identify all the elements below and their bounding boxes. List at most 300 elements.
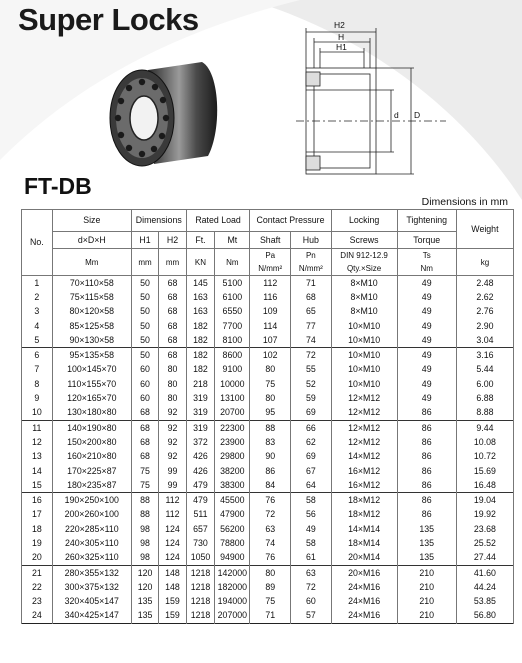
table-cell: 18×M14 — [331, 536, 397, 550]
table-row — [22, 276, 514, 291]
pa-label: Pa — [265, 251, 276, 260]
table-cell: 69 — [291, 406, 332, 421]
table-cell: 12×M12 — [331, 391, 397, 405]
table-cell: 80 — [250, 565, 291, 580]
table-cell: 207000 — [215, 609, 250, 624]
table-cell: 159 — [159, 595, 186, 609]
table-cell: 61 — [291, 551, 332, 566]
table-cell: 8600 — [215, 348, 250, 363]
table-cell: 319 — [186, 420, 215, 435]
table-cell: 210 — [397, 595, 456, 609]
table-cell: 68 — [131, 420, 158, 435]
table-cell: 49 — [397, 333, 456, 348]
table-cell: 95 — [250, 406, 291, 421]
label-D: D — [414, 110, 421, 120]
row-group — [22, 348, 514, 420]
table-cell: 182000 — [215, 580, 250, 594]
series-title: FT-DB — [24, 173, 92, 199]
table-cell: 5.44 — [456, 363, 513, 377]
table-cell: 160×210×80 — [52, 450, 131, 464]
table-cell: 102 — [250, 348, 291, 363]
table-row — [22, 565, 514, 580]
table-cell: 86 — [397, 406, 456, 421]
table-cell: 142000 — [215, 565, 250, 580]
table-cell: 6 — [22, 348, 53, 363]
table-cell: 10×M10 — [331, 348, 397, 363]
table-cell: 22300 — [215, 420, 250, 435]
table-cell: 63 — [250, 522, 291, 536]
table-cell: 71 — [250, 609, 291, 624]
table-cell: 6.00 — [456, 377, 513, 391]
table-cell: 49 — [397, 377, 456, 391]
table-cell: 10×M10 — [331, 363, 397, 377]
table-cell: 83 — [250, 435, 291, 449]
table-cell: 68 — [131, 450, 158, 464]
table-cell: 10×M10 — [331, 377, 397, 391]
table-row — [22, 363, 514, 377]
ts-label: Ts — [422, 251, 431, 260]
table-cell: 95×135×58 — [52, 348, 131, 363]
table-row — [22, 580, 514, 594]
table-cell: 50 — [131, 348, 158, 363]
table-cell: 59 — [291, 391, 332, 405]
table-cell: 52 — [291, 377, 332, 391]
table-cell: 64 — [291, 478, 332, 493]
table-cell: 124 — [159, 522, 186, 536]
table-cell: 90 — [250, 450, 291, 464]
table-cell: 657 — [186, 522, 215, 536]
table-cell: 15.69 — [456, 464, 513, 478]
table-cell: 426 — [186, 450, 215, 464]
table-cell: 12×M12 — [331, 420, 397, 435]
table-row — [22, 420, 514, 435]
table-cell: 85×125×58 — [52, 319, 131, 333]
table-cell: 77 — [291, 319, 332, 333]
table-cell: 13100 — [215, 391, 250, 405]
table-cell: 3.04 — [456, 333, 513, 348]
table-cell: 120 — [131, 580, 158, 594]
table-cell: 84 — [250, 478, 291, 493]
page-title: Super Locks — [18, 2, 199, 37]
table-cell: 80 — [159, 391, 186, 405]
table-cell: 10 — [22, 406, 53, 421]
table-cell: 98 — [131, 536, 158, 550]
table-row — [22, 609, 514, 624]
table-cell: 86 — [397, 435, 456, 449]
table-cell: 20 — [22, 551, 53, 566]
col-hub: Hub — [291, 232, 332, 249]
table-cell: 14 — [22, 464, 53, 478]
unit-kg: kg — [456, 249, 513, 276]
table-cell: 16.48 — [456, 478, 513, 493]
row-group — [22, 420, 514, 492]
col-weight: Weight — [456, 210, 513, 249]
table-row — [22, 493, 514, 508]
table-header — [22, 210, 514, 276]
table-cell: 10×M10 — [331, 319, 397, 333]
label-h2: H2 — [334, 20, 345, 30]
table-cell: 86 — [397, 420, 456, 435]
table-cell: 300×375×132 — [52, 580, 131, 594]
table-row — [22, 377, 514, 391]
unit-mt: Nm — [215, 249, 250, 276]
col-torque: Torque — [397, 232, 456, 249]
col-mt: Mt — [215, 232, 250, 249]
table-cell: 70×110×58 — [52, 276, 131, 291]
cross-section-drawing — [296, 12, 476, 182]
table-cell: 74 — [291, 333, 332, 348]
table-cell: 16×M12 — [331, 478, 397, 493]
unit-h2: mm — [159, 249, 186, 276]
table-cell: 80×120×58 — [52, 305, 131, 319]
table-cell: 21 — [22, 565, 53, 580]
table-row — [22, 464, 514, 478]
table-cell: 163 — [186, 290, 215, 304]
table-row — [22, 595, 514, 609]
table-cell: 110×155×70 — [52, 377, 131, 391]
table-cell: 67 — [291, 464, 332, 478]
table-cell: 68 — [159, 333, 186, 348]
table-cell: 99 — [159, 464, 186, 478]
table-cell: 114 — [250, 319, 291, 333]
table-cell: 76 — [250, 493, 291, 508]
unit-h1: mm — [131, 249, 158, 276]
table-cell: 150×200×80 — [52, 435, 131, 449]
table-cell: 68 — [159, 305, 186, 319]
col-din — [331, 249, 397, 276]
table-cell: 220×285×110 — [52, 522, 131, 536]
table-cell: 8×M10 — [331, 276, 397, 291]
col-contact-pressure: Contact Pressure — [250, 210, 331, 232]
table-row — [22, 305, 514, 319]
table-cell: 68 — [291, 290, 332, 304]
table-cell: 319 — [186, 391, 215, 405]
table-cell: 27.44 — [456, 551, 513, 566]
table-cell: 12×M12 — [331, 406, 397, 421]
table-cell: 6550 — [215, 305, 250, 319]
row-group — [22, 493, 514, 565]
table-cell: 3 — [22, 305, 53, 319]
col-locking: Locking — [331, 210, 397, 232]
table-cell: 7 — [22, 363, 53, 377]
table-cell: 98 — [131, 551, 158, 566]
table-cell: 148 — [159, 580, 186, 594]
table-cell: 63 — [291, 565, 332, 580]
table-cell: 479 — [186, 493, 215, 508]
table-cell: 319 — [186, 406, 215, 421]
table-cell: 88 — [131, 508, 158, 522]
table-cell: 4 — [22, 319, 53, 333]
table-cell: 182 — [186, 319, 215, 333]
table-cell: 29800 — [215, 450, 250, 464]
table-cell: 58 — [291, 536, 332, 550]
table-cell: 109 — [250, 305, 291, 319]
table-cell: 2.90 — [456, 319, 513, 333]
table-cell: 2.48 — [456, 276, 513, 291]
table-cell: 182 — [186, 348, 215, 363]
table-cell: 1218 — [186, 595, 215, 609]
table-cell: 112 — [250, 276, 291, 291]
table-cell: 72 — [291, 348, 332, 363]
table-cell: 68 — [159, 290, 186, 304]
table-cell: 190×250×100 — [52, 493, 131, 508]
table-cell: 86 — [397, 508, 456, 522]
table-cell: 200×260×100 — [52, 508, 131, 522]
table-cell: 479 — [186, 478, 215, 493]
table-cell: 135 — [397, 551, 456, 566]
table-cell: 426 — [186, 464, 215, 478]
table-cell: 20×M16 — [331, 565, 397, 580]
table-cell: 45500 — [215, 493, 250, 508]
table-cell: 72 — [250, 508, 291, 522]
table-cell: 163 — [186, 305, 215, 319]
table-cell: 14×M14 — [331, 522, 397, 536]
table-cell: 2.76 — [456, 305, 513, 319]
table-cell: 1218 — [186, 565, 215, 580]
table-cell: 60 — [131, 391, 158, 405]
table-cell: 9.44 — [456, 420, 513, 435]
table-cell: 99 — [159, 478, 186, 493]
table-cell: 140×190×80 — [52, 420, 131, 435]
table-cell: 210 — [397, 565, 456, 580]
label-h1: H1 — [336, 42, 347, 52]
table-cell: 50 — [131, 290, 158, 304]
table-cell: 5100 — [215, 276, 250, 291]
table-cell: 80 — [159, 363, 186, 377]
table-cell: 18×M12 — [331, 508, 397, 522]
table-cell: 8×M10 — [331, 305, 397, 319]
table-cell: 23900 — [215, 435, 250, 449]
table-cell: 107 — [250, 333, 291, 348]
table-cell: 56 — [291, 508, 332, 522]
table-cell: 135 — [131, 595, 158, 609]
table-cell: 1218 — [186, 609, 215, 624]
table-cell: 71 — [291, 276, 332, 291]
table-cell: 2 — [22, 290, 53, 304]
table-cell: 56.80 — [456, 609, 513, 624]
table-cell: 94900 — [215, 551, 250, 566]
table-cell: 49 — [397, 319, 456, 333]
table-cell: 69 — [291, 450, 332, 464]
locking-device-image — [100, 60, 225, 172]
table-cell: 86 — [397, 464, 456, 478]
col-size: Size — [52, 210, 131, 232]
table-cell: 5 — [22, 333, 53, 348]
table-cell: 68 — [131, 435, 158, 449]
table-cell: 159 — [159, 609, 186, 624]
table-cell: 10.72 — [456, 450, 513, 464]
table-cell: 98 — [131, 522, 158, 536]
table-cell: 16×M12 — [331, 464, 397, 478]
table-cell: 112 — [159, 493, 186, 508]
table-cell: 65 — [291, 305, 332, 319]
table-cell: 145 — [186, 276, 215, 291]
table-row — [22, 348, 514, 363]
table-cell: 80 — [250, 363, 291, 377]
table-cell: 120 — [131, 565, 158, 580]
table-cell: 9100 — [215, 363, 250, 377]
table-cell: 50 — [131, 276, 158, 291]
table-cell: 68 — [131, 406, 158, 421]
table-cell: 8100 — [215, 333, 250, 348]
table-cell: 511 — [186, 508, 215, 522]
unit-qty: Qty.×Size — [346, 264, 382, 273]
table-cell: 72 — [291, 580, 332, 594]
table-cell: 8.88 — [456, 406, 513, 421]
table-cell: 55 — [291, 363, 332, 377]
table-cell: 19 — [22, 536, 53, 550]
table-cell: 76 — [250, 551, 291, 566]
table-cell: 88 — [131, 493, 158, 508]
table-row — [22, 406, 514, 421]
table-cell: 78800 — [215, 536, 250, 550]
table-cell: 8 — [22, 377, 53, 391]
table-cell: 68 — [159, 348, 186, 363]
pn-label: Pn — [305, 251, 316, 260]
table-cell: 49 — [397, 290, 456, 304]
table-row — [22, 435, 514, 449]
table-cell: 92 — [159, 435, 186, 449]
table-row — [22, 450, 514, 464]
table-cell: 92 — [159, 420, 186, 435]
spec-table — [21, 209, 514, 624]
table-cell: 124 — [159, 536, 186, 550]
table-cell: 100×145×70 — [52, 363, 131, 377]
table-cell: 112 — [159, 508, 186, 522]
table-cell: 92 — [159, 406, 186, 421]
table-cell: 17 — [22, 508, 53, 522]
table-cell: 12 — [22, 435, 53, 449]
table-cell: 47900 — [215, 508, 250, 522]
unit-size: Mm — [52, 249, 131, 276]
col-ts — [397, 249, 456, 276]
table-cell: 74 — [250, 536, 291, 550]
table-cell: 120×165×70 — [52, 391, 131, 405]
table-cell: 23 — [22, 595, 53, 609]
table-cell: 57 — [291, 609, 332, 624]
table-cell: 18×M12 — [331, 493, 397, 508]
table-cell: 49 — [397, 276, 456, 291]
table-cell: 49 — [397, 363, 456, 377]
table-cell: 38200 — [215, 464, 250, 478]
table-cell: 56200 — [215, 522, 250, 536]
table-cell: 9 — [22, 391, 53, 405]
table-cell: 1218 — [186, 580, 215, 594]
col-no: No. — [22, 210, 53, 276]
table-cell: 50 — [131, 333, 158, 348]
unit-ft: KN — [186, 249, 215, 276]
table-cell: 41.60 — [456, 565, 513, 580]
table-cell: 116 — [250, 290, 291, 304]
row-group — [22, 276, 514, 348]
table-cell: 12×M12 — [331, 435, 397, 449]
table-row — [22, 522, 514, 536]
table-cell: 80 — [159, 377, 186, 391]
table-cell: 53.85 — [456, 595, 513, 609]
table-cell: 90×130×58 — [52, 333, 131, 348]
table-row — [22, 536, 514, 550]
table-cell: 218 — [186, 377, 215, 391]
unit-pn: N/mm² — [298, 264, 323, 273]
table-cell: 340×425×147 — [52, 609, 131, 624]
table-cell: 50 — [131, 319, 158, 333]
table-row — [22, 333, 514, 348]
table-cell: 80 — [250, 391, 291, 405]
table-cell: 2.62 — [456, 290, 513, 304]
table-cell: 260×325×110 — [52, 551, 131, 566]
table-row — [22, 319, 514, 333]
label-h: H — [338, 32, 345, 42]
table-cell: 60 — [131, 377, 158, 391]
table-cell: 49 — [397, 348, 456, 363]
unit-pa: N/mm² — [258, 264, 283, 273]
table-cell: 86 — [397, 493, 456, 508]
table-cell: 19.04 — [456, 493, 513, 508]
table-cell: 75 — [250, 595, 291, 609]
table-cell: 49 — [291, 522, 332, 536]
table-cell: 148 — [159, 565, 186, 580]
row-group — [22, 565, 514, 623]
col-dimensions: Dimensions — [131, 210, 186, 232]
table-cell: 75×115×58 — [52, 290, 131, 304]
table-cell: 50 — [131, 305, 158, 319]
table-cell: 89 — [250, 580, 291, 594]
table-cell: 10000 — [215, 377, 250, 391]
table-cell: 60 — [291, 595, 332, 609]
table-cell: 6100 — [215, 290, 250, 304]
table-cell: 1050 — [186, 551, 215, 566]
col-tightening: Tightening — [397, 210, 456, 232]
table-cell: 18 — [22, 522, 53, 536]
table-cell: 8×M10 — [331, 290, 397, 304]
table-row — [22, 551, 514, 566]
table-cell: 6.88 — [456, 391, 513, 405]
table-cell: 210 — [397, 580, 456, 594]
dimensions-note: Dimensions in mm — [421, 196, 508, 208]
table-cell: 20×M14 — [331, 551, 397, 566]
table-cell: 135 — [131, 609, 158, 624]
col-h2: H2 — [159, 232, 186, 249]
table-cell: 7700 — [215, 319, 250, 333]
table-cell: 10×M10 — [331, 333, 397, 348]
col-pn — [291, 249, 332, 276]
table-cell: 130×180×80 — [52, 406, 131, 421]
table-cell: 49 — [397, 305, 456, 319]
table-cell: 180×235×87 — [52, 478, 131, 493]
din-label: DIN 912-12.9 — [340, 251, 388, 260]
col-ft: Ft. — [186, 232, 215, 249]
table-cell: 10.08 — [456, 435, 513, 449]
table-cell: 15 — [22, 478, 53, 493]
table-cell: 20700 — [215, 406, 250, 421]
table-cell: 730 — [186, 536, 215, 550]
table-cell: 75 — [250, 377, 291, 391]
unit-ts: Nm — [420, 264, 433, 273]
table-cell: 170×225×87 — [52, 464, 131, 478]
table-cell: 38300 — [215, 478, 250, 493]
table-row — [22, 508, 514, 522]
table-cell: 194000 — [215, 595, 250, 609]
col-h1: H1 — [131, 232, 158, 249]
table-cell: 62 — [291, 435, 332, 449]
table-cell: 124 — [159, 551, 186, 566]
table-cell: 86 — [250, 464, 291, 478]
table-cell: 25.52 — [456, 536, 513, 550]
table-cell: 24×M16 — [331, 609, 397, 624]
col-rated-load: Rated Load — [186, 210, 250, 232]
table-cell: 280×355×132 — [52, 565, 131, 580]
table-cell: 320×405×147 — [52, 595, 131, 609]
